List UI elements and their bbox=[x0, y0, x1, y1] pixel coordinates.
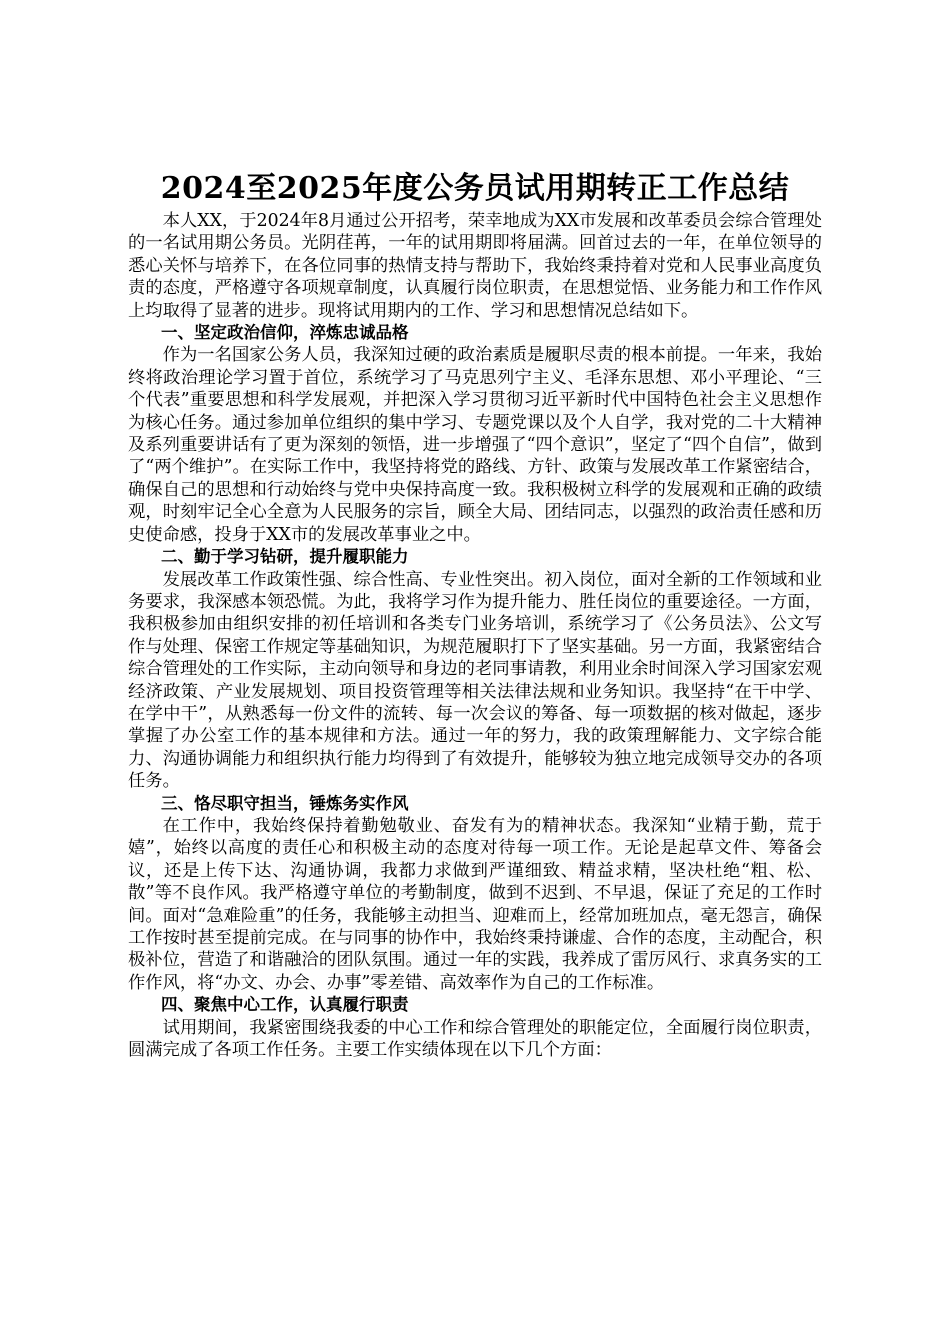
section-heading-1: 一、坚定政治信仰，淬炼忠诚品格 bbox=[161, 323, 409, 343]
section-body-4: 试用期间，我紧密围绕我委的中心工作和综合管理处的职能定位，全面履行岗位职责，圆满完成了各项工作任务。主要工作实绩体现在以下几个方面： bbox=[128, 1017, 822, 1061]
section-body-1: 作为一名国家公务人员，我深知过硬的政治素质是履职尽责的根本前提。一年来，我始终将政治理论学习置于首位，系统学习了马克思列宁主义、毛泽东思想、邓小平理论、“三个代表”重要思想和科学发展观，并把深入学习贯彻习近平新时代中国特色社会主义思想作为核心任务。通过参加单位组织的集中学习、专题党课以及个人自学，我对党的二十大精神及系列重要讲话有了更为深刻的领悟，进一步增强了“四个意识”，坚定了“四个自信”，做到了“两个维护”。在实际工作中，我坚持将党的路线、方针、政策与发展改革工作紧密结合，确保自己的思想和行动始终与党中央保持高度一致。我积极树立科学的发展观和正确的政绩观，时刻牢记全心全意为人民服务的宗旨，顾全大局、团结同志，以强烈的政治责任感和历史使命感，投身于XX市的发展改革事业之中。 bbox=[128, 345, 822, 545]
section-heading-4: 四、聚焦中心工作，认真履行职责 bbox=[161, 995, 409, 1015]
section-heading-2: 二、勤于学习钻研，提升履职能力 bbox=[161, 547, 409, 567]
document-title: 2024至2025年度公务员试用期转正工作总结 bbox=[160, 171, 790, 206]
section-body-2: 发展改革工作政策性强、综合性高、专业性突出。初入岗位，面对全新的工作领域和业务要求，我深感本领恐慌。为此，我将学习作为提升能力、胜任岗位的重要途径。一方面，我积极参加由组织安排的初任培训和各类专门业务培训，系统学习了《公务员法》、公文写作与处理、保密工作规定等基础知识，为规范履职打下了坚实基础。另一方面，我紧密结合综合管理处的工作实际，主动向领导和身边的老同事请教，利用业余时间深入学习国家宏观经济政策、产业发展规划、项目投资管理等相关法律法规和业务知识。我坚持“在干中学、在学中干”，从熟悉每一份文件的流转、每一次会议的筹备、每一项数据的核对做起，逐步掌握了办公室工作的基本规律和方法。通过一年的努力，我的政策理解能力、文字综合能力、沟通协调能力和组织执行能力均得到了有效提升，能够较为独立地完成领导交办的各项任务。 bbox=[128, 569, 822, 792]
section-body-3: 在工作中，我始终保持着勤勉敬业、奋发有为的精神状态。我深知“业精于勤，荒于嬉”，始终以高度的责任心和积极主动的态度对待每一项工作。无论是起草文件、筹备会议，还是上传下达、沟通协调，我都力求做到严谨细致、精益求精，坚决杜绝“粗、松、散”等不良作风。我严格遵守单位的考勤制度，做到不迟到、不早退，保证了充足的工作时间。面对“急难险重”的任务，我能够主动担当、迎难而上，经常加班加点，毫无怨言，确保工作按时甚至提前完成。在与同事的协作中，我始终秉持谦虚、合作的态度，主动配合，积极补位，营造了和谐融洽的团队氛围。通过一年的实践，我养成了雷厉风行、求真务实的工作作风，将“办文、办会、办事”零差错、高效率作为自己的工作标准。 bbox=[128, 815, 822, 993]
intro-paragraph: 本人XX，于2024年8月通过公开招考，荣幸地成为XX市发展和改革委员会综合管理处的一名试用期公务员。光阴荏苒，一年的试用期即将届满。回首过去的一年，在单位领导的悉心关怀与培养下，在各位同事的热情支持与帮助下，我始终秉持着对党和人民事业高度负责的态度，严格遵守各项规章制度，认真履行岗位职责，在思想觉悟、业务能力和工作作风上均取得了显著的进步。现将试用期内的工作、学习和思想情况总结如下。 bbox=[128, 211, 822, 321]
section-heading-3: 三、恪尽职守担当，锤炼务实作风 bbox=[161, 793, 409, 813]
document-body bbox=[128, 210, 822, 1061]
